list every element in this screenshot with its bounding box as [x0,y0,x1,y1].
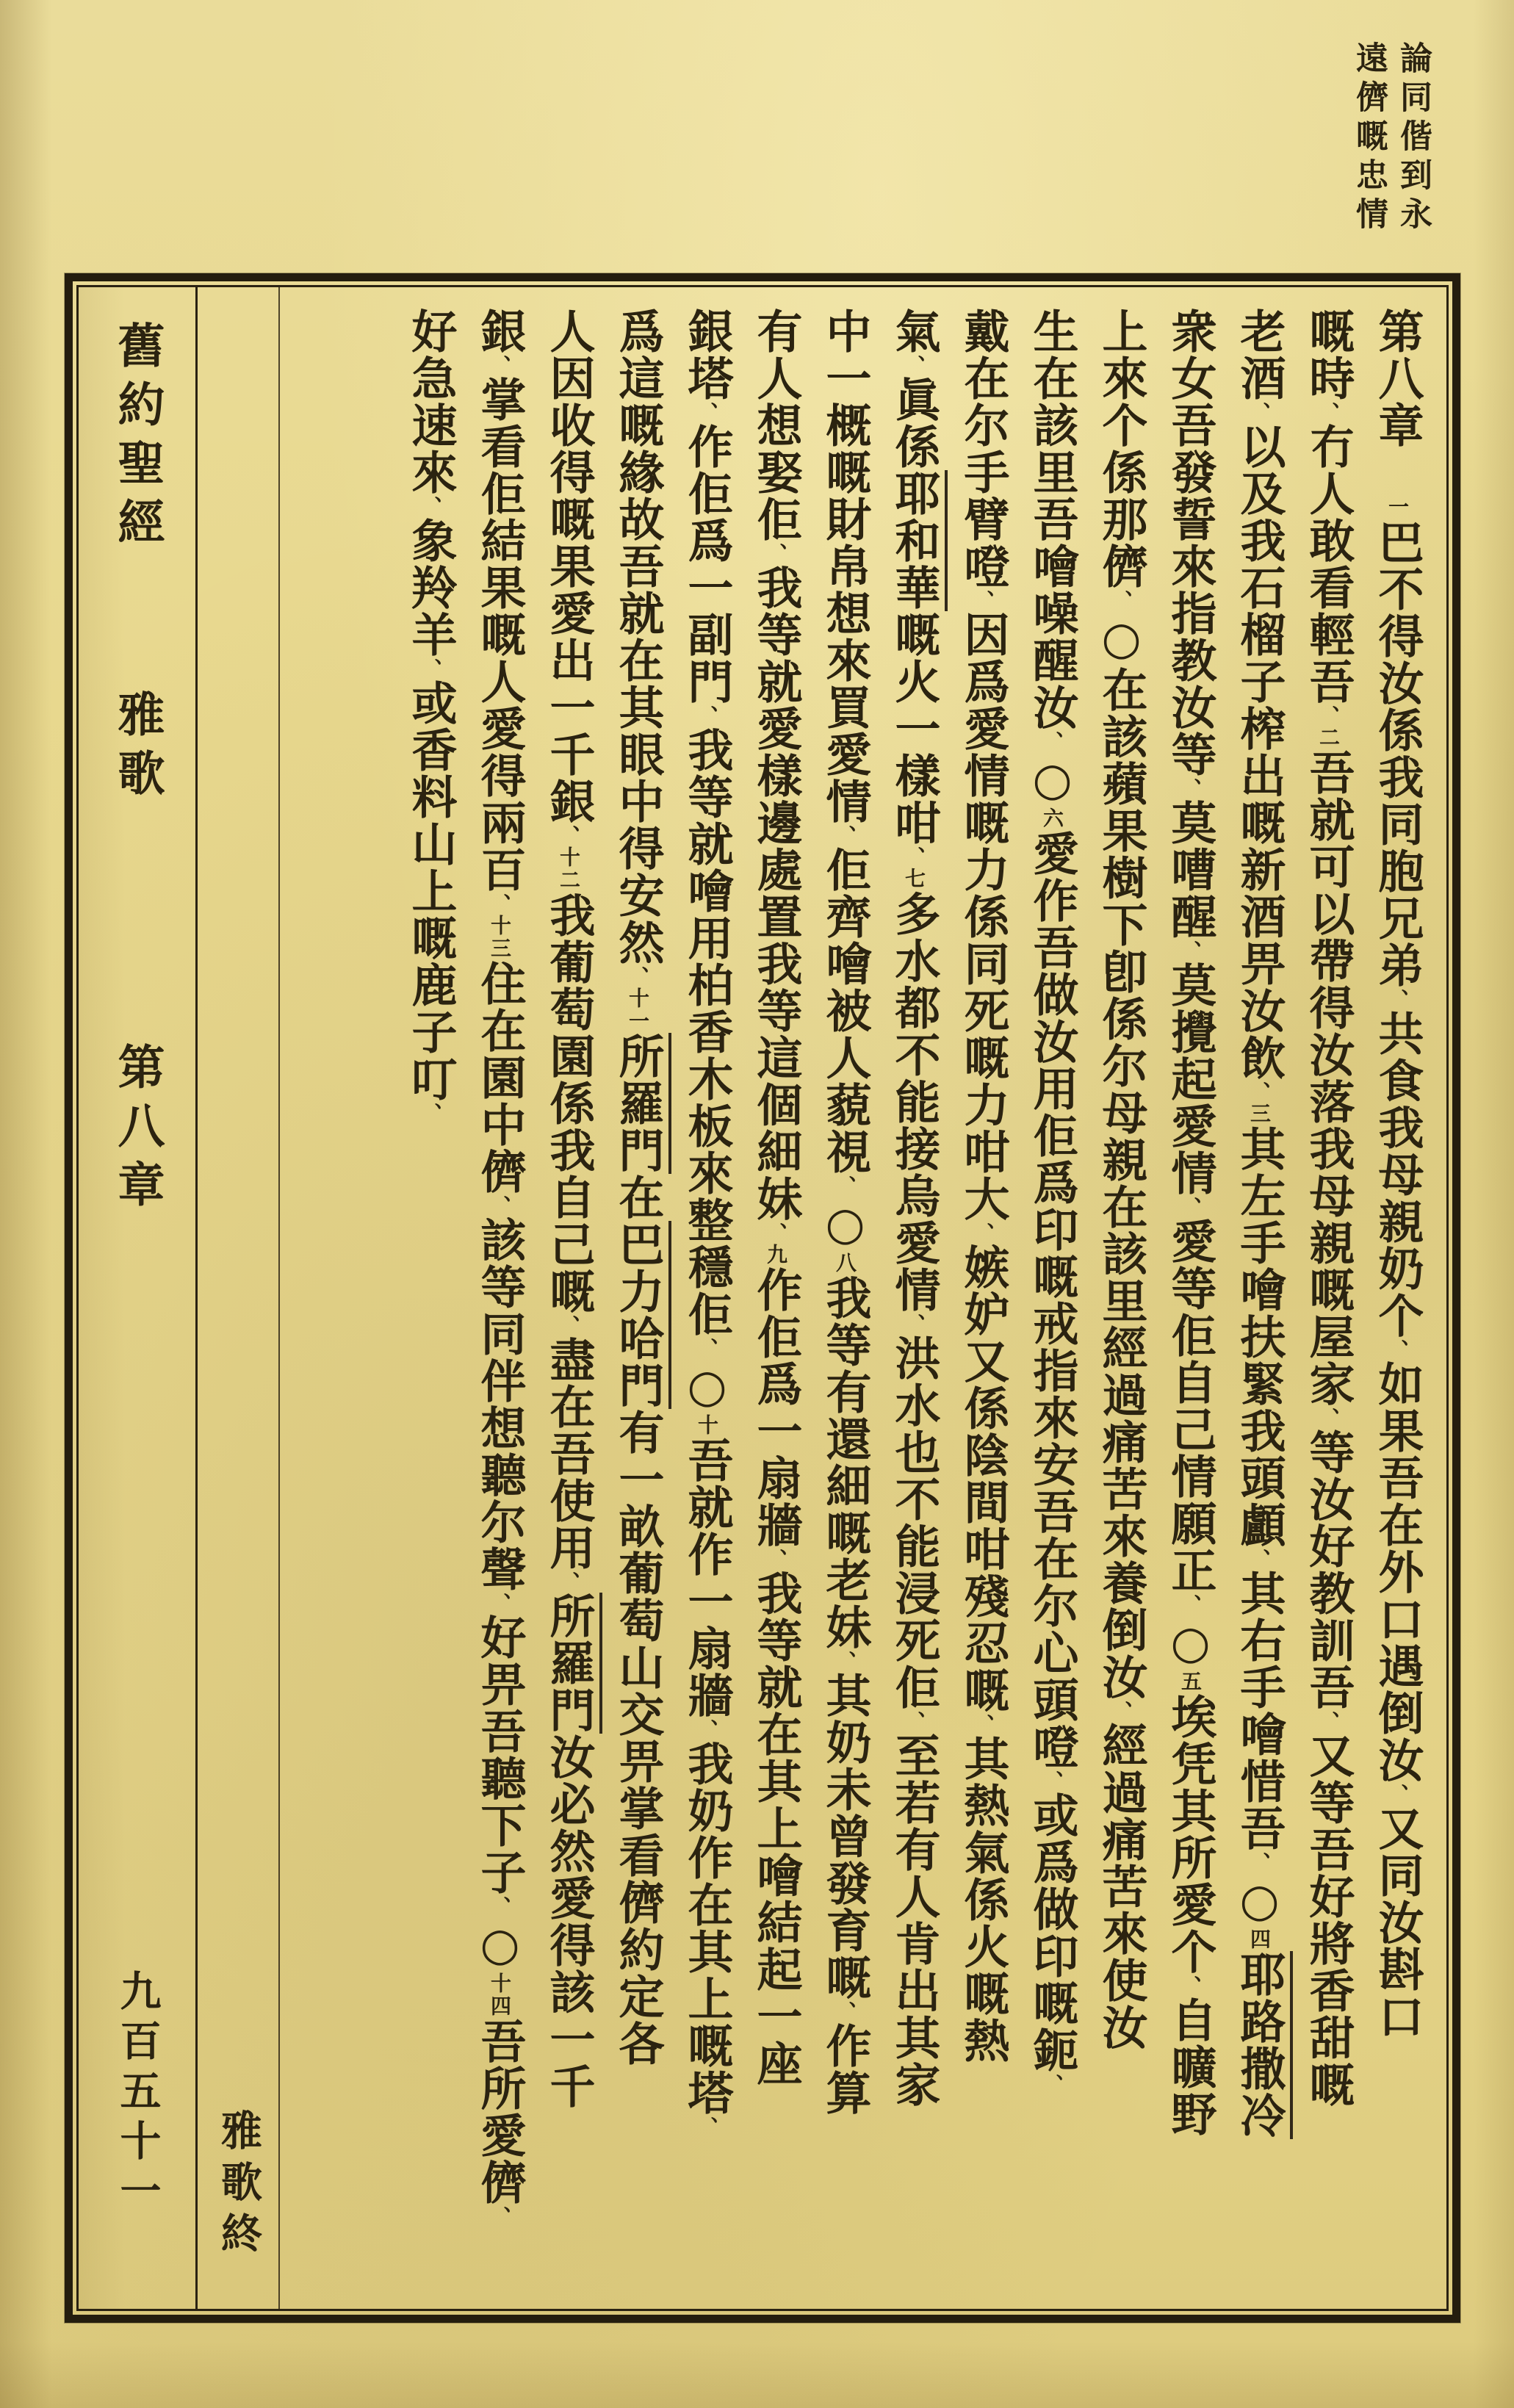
verse-number: 十三 [488,915,512,960]
text-column: 老酒、以及我石榴子榨出嘅新酒畀汝飲、三其左手噲扶緊我頭顱、其右手噲惜吾、○四耶路撒冷 [1225,308,1294,2296]
punctuation-mark: 、 [764,1549,788,1570]
proper-noun: 所羅門 [542,1593,602,1734]
proper-noun: 耶和華 [887,470,948,611]
punctuation-mark: 、 [833,825,857,846]
end-mark-column [198,287,280,2309]
punctuation-mark: 、 [1040,1770,1064,1792]
punctuation-mark: 、 [902,355,926,376]
punctuation-mark: 、 [557,825,581,846]
punctuation-mark: 、 [1316,402,1341,423]
punctuation-mark: 、 [1316,705,1341,727]
punctuation-mark: 、 [1040,731,1064,752]
spine-title-column [104,321,171,1219]
punctuation-mark: 、 [1247,402,1272,423]
punctuation-mark: 、 [971,1714,995,1735]
text-column: 中一概嘅財帛想來買愛情、佢齊噲被人藐視、○八我等有還細嘅老妹、其奶未曾發育嘅、作算 [818,308,872,2116]
punctuation-mark: 、 [1109,1701,1133,1722]
page-header-note [1347,41,1435,236]
punctuation-mark: 、 [1178,940,1203,962]
punctuation-mark: 、 [488,1195,512,1216]
punctuation-mark: 、 [833,2001,857,2022]
punctuation-mark: 、 [1385,1784,1410,1805]
punctuation-mark: 、 [1178,1197,1203,1218]
proper-noun: 耶路撒冷 [1233,1951,1293,2139]
text-column: 人因收得嘅果愛出一千銀、十二我葡萄園係我自己嘅、盡在吾使用、所羅門汝必然愛得該一千 [534,308,603,2296]
text-column: 好急速來、象羚羊、或香料山上嘅鹿子叮、 [404,308,458,1124]
punctuation-mark: 、 [764,1222,788,1244]
punctuation-mark: 、 [695,402,719,423]
verse-number: 五 [1178,1670,1203,1693]
punctuation-mark: 、 [1316,1407,1341,1429]
punctuation-mark: 、 [833,1651,857,1672]
verse-number: 三 [1247,1103,1272,1125]
punctuation-mark: 、 [488,355,512,376]
verse-number: 四 [1247,1928,1272,1951]
text-column: 嘅時、冇人敢看輕吾、二吾就可以帶得汝落我母親嘅屋家、等汝好教訓吾、又等吾好將香甜嘅 [1302,308,1355,2108]
chapter-title: 第八章 [109,1042,165,1219]
punctuation-mark: 、 [1247,1081,1272,1103]
section-title: 雅歌 [109,690,165,807]
verse-number: 十 [695,1414,719,1437]
punctuation-mark: 、 [488,893,512,915]
punctuation-mark: 、 [557,1315,581,1336]
punctuation-mark: 、 [1178,778,1203,799]
verse-number: 十二 [557,846,581,892]
text-column: 第八章 一巴不得汝係我同胞兄弟、共食我母親奶个、如果吾在外口遇倒汝、又同汝斟口 [1371,308,1424,2040]
text-column: 生在該里吾噲噪醒汝、○六愛作吾做汝用佢爲印嘅戒指來安吾在尔心頭噔、或爲做印嘅鈪、 [1025,308,1079,2095]
punctuation-mark: 、 [626,966,650,987]
page-number: 九百五十一 [113,1969,162,2219]
frame-inner [76,285,1449,2311]
end-of-book-mark: 雅歌終 [215,2109,262,2263]
punctuation-mark: 、 [695,1338,719,1359]
verse-number: 十四 [488,1972,512,2018]
punctuation-mark: 、 [971,590,995,611]
punctuation-mark: 、 [1040,2074,1064,2095]
text-column: 氣、眞係耶和華嘅火一樣咁、七多水都不能接烏愛情、洪水也不能浸死佢、至若有人肯出其家 [879,308,948,2296]
verse-number: 六 [1040,807,1064,830]
punctuation-mark: 、 [695,2116,719,2138]
punctuation-mark: 、 [419,496,443,517]
book-title: 舊約聖經 [109,321,165,556]
proper-noun: 所羅門 [611,1033,671,1174]
text-column: 衆女吾發誓來指教汝等、莫嘈醒、莫攪起愛情、愛等佢自己情願正、○五埃凭其所愛个、自曠野 [1164,308,1217,2138]
punctuation-mark: 、 [695,1719,719,1740]
verse-number: 九 [764,1244,788,1266]
scripture-text [280,287,1446,2309]
verse-number: 一 [1385,496,1410,519]
punctuation-mark: 、 [1247,1549,1272,1570]
punctuation-mark: 、 [419,1103,443,1124]
text-column: 有人想娶佢、我等就愛樣邊處置我等這個細妹、九作佢爲一扇牆、我等就在其上噲結起一座 [749,308,803,2087]
punctuation-mark: 、 [902,846,926,868]
proper-noun: 巴力哈門 [611,1221,671,1409]
page-frame [65,273,1460,2323]
text-column: 上來个係那儕、○在該蘋果樹下卽係尔母親在該里經過痛苦來養倒汝、經過痛苦來使汝 [1095,308,1148,2051]
verse-number: 七 [902,868,926,890]
punctuation-mark: 、 [488,2206,512,2227]
punctuation-mark: 、 [1247,1852,1272,1873]
punctuation-mark: 、 [902,1313,926,1335]
spine-title-cell [79,287,198,2309]
text-column: 銀塔、作佢爲一副門、我等就噲用柏香木板來整穩佢、○十吾就作一扇牆、我奶作在其上嘅塔、 [680,308,734,2138]
punctuation-mark: 、 [695,705,719,727]
punctuation-mark: 、 [902,1711,926,1732]
punctuation-mark: 、 [1385,989,1410,1010]
header-note-line: 遠儕嘅忠情 [1350,41,1388,236]
punctuation-mark: 、 [764,543,788,564]
punctuation-mark: 、 [557,1571,581,1593]
text-column: 銀、掌看佢結果嘅人愛得兩百、十三住在園中儕、該等同伴想聽尔聲、好畀吾聽下子、○十四吾所愛儕、 [473,308,527,2227]
punctuation-mark: 、 [1178,1594,1203,1615]
punctuation-mark: 、 [1316,1711,1341,1732]
verse-number: 二 [1316,727,1341,749]
punctuation-mark: 、 [1385,1339,1410,1360]
punctuation-mark: 、 [1178,1975,1203,1997]
punctuation-mark: 、 [971,1222,995,1244]
punctuation-mark: 、 [833,1175,857,1197]
punctuation-mark: 、 [419,658,443,679]
punctuation-mark: 、 [1109,590,1133,611]
text-column: 爲這嘅緣故吾就在其眼中得安然、十一所羅門在巴力哈門有一畝葡萄山交畀掌看儕約定各 [603,308,672,2296]
text-column: 戴在尔手臂噔、因爲愛情嘅力係同死嘅力咁大、嫉妒又係陰間咁殘忍嘅、其熱氣係火嘅熱 [956,308,1010,2064]
verse-number: 十一 [626,987,650,1033]
punctuation-mark: 、 [488,1896,512,1917]
verse-number: 八 [833,1252,857,1275]
header-note-line: 論同偕到永 [1394,41,1432,236]
punctuation-mark: 、 [488,1593,512,1614]
